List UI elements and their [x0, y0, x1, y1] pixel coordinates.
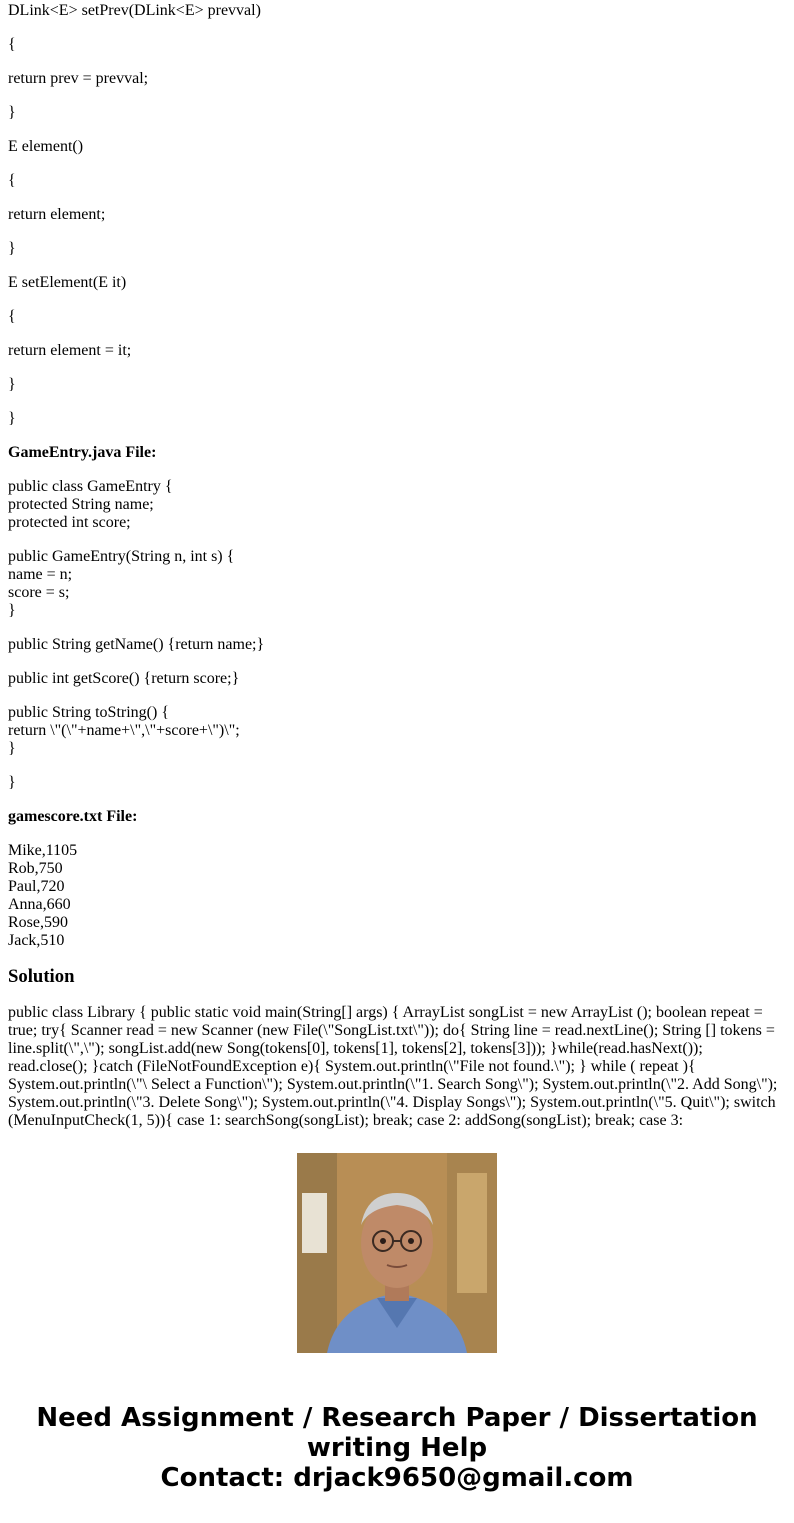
code-line: score = s; — [8, 584, 70, 601]
code-line: protected int score; — [8, 514, 131, 531]
gameentry-code-block — [8, 636, 786, 654]
code-line: Paul,720 — [8, 878, 65, 895]
code-line: E setElement(E it) — [8, 274, 127, 291]
code-line: DLink<E> setPrev(DLink<E> prevval) — [8, 2, 261, 19]
code-line: Rob,750 — [8, 860, 63, 877]
gameentry-code-block — [8, 704, 786, 758]
footer-line-1: Need Assignment / Research Paper / Dissertation — [36, 1403, 758, 1433]
gameentry-code-section — [8, 478, 786, 792]
code-line: } — [8, 410, 16, 427]
gamescore-data-section — [8, 842, 786, 950]
code-line: Jack,510 — [8, 932, 65, 949]
code-line: return prev = prevval; — [8, 70, 149, 87]
code-line: { — [8, 172, 16, 189]
code-line: protected String name; — [8, 496, 154, 513]
footer-line-2: writing Help — [306, 1433, 488, 1463]
solution-heading: Solution — [8, 966, 75, 987]
code-line: public String toString() { — [8, 704, 170, 721]
code-line: } — [8, 376, 16, 393]
footer-promo — [0, 1403, 794, 1493]
gameentry-heading: GameEntry.java File: — [8, 444, 157, 461]
code-line: public class GameEntry { — [8, 478, 173, 495]
document-content — [8, 2, 786, 1129]
code-line: public GameEntry(String n, int s) { — [8, 548, 235, 565]
code-lines-section — [8, 2, 786, 428]
code-line: } — [8, 240, 16, 257]
code-line: return \"(\"+name+\",\"+score+\")\"; — [8, 722, 240, 739]
footer-contact-line: Contact: drjack9650@gmail.com — [160, 1463, 634, 1493]
code-line: Rose,590 — [8, 914, 68, 931]
code-line: Mike,1105 — [8, 842, 78, 859]
gameentry-code-block — [8, 774, 786, 792]
code-line: { — [8, 308, 16, 325]
code-line: Anna,660 — [8, 896, 71, 913]
code-line: return element = it; — [8, 342, 132, 359]
solution-text: public class Library { public static void main(String[] args) { ArrayList songList = new ArrayList (); boolean repeat = true; try{ Scanner read = new Scanner (new File(\"SongList.txt\")); do{ String line = read.nextLine(); String [] tokens = line.split(\",\"); songList.add(new Song(tokens[0], tokens[1], tokens[2], tokens[3])); }while(read.hasNext()); read.close(); }catch (FileNotFoundException e){ System.out.println(\"File not found.\"); } while ( repeat ){ System.out.println(\"\ Select a Function\"); System.out.println(\"1. Search Song\"); System.out.println(\"2. Add Song\"); System.out.println(\"3. Delete Song\"); System.out.println(\"4. Display Songs\"); System.out.println(\"5. Quit\"); switch (MenuInputCheck(1, 5)){ case 1: searchSong(songList); break; case 2: addSong(songList); break; case 3: — [8, 1004, 778, 1129]
gameentry-code-block — [8, 478, 786, 532]
gameentry-code-block — [8, 548, 786, 620]
author-avatar — [297, 1153, 497, 1353]
code-line: } — [8, 602, 16, 619]
code-line: { — [8, 36, 16, 53]
author-photo-illustration — [297, 1153, 497, 1353]
code-line: } — [8, 740, 16, 757]
gamescore-lines — [8, 842, 786, 950]
code-line: public int getScore() {return score;} — [8, 670, 240, 687]
gamescore-heading: gamescore.txt File: — [8, 808, 138, 825]
code-line: } — [8, 104, 16, 121]
code-line: name = n; — [8, 566, 73, 583]
gameentry-code-block — [8, 670, 786, 688]
code-line: } — [8, 774, 16, 791]
code-line: return element; — [8, 206, 106, 223]
code-line: E element() — [8, 138, 84, 155]
code-line: public String getName() {return name;} — [8, 636, 265, 653]
